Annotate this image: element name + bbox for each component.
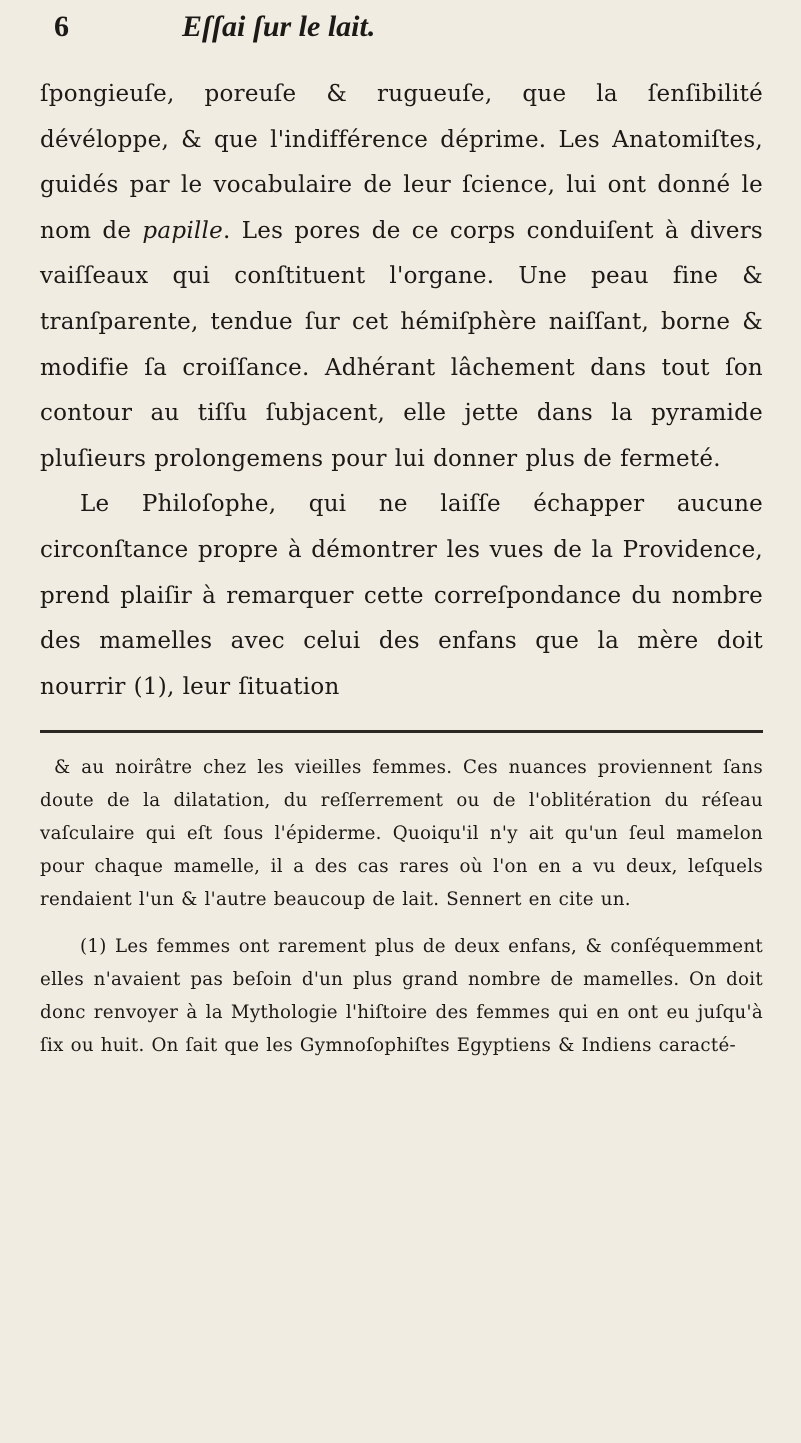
footnotes — [40, 751, 763, 1062]
page-number: 6 — [54, 10, 69, 43]
main-text — [40, 72, 763, 710]
paragraph — [40, 72, 763, 482]
footnote: (1) Les femmes ont rarement plus de deux enfans, & conſéquemment elles n'avaient pas beſoin d'un plus grand nombre de mamelles. On doit donc renvoyer à la Mythologie l'hiſtoire des femmes qui en ont eu juſqu'à ſix ou huit. On ſait que les Gymnoſophiſtes Egyptiens & Indiens caracté- — [40, 936, 763, 1057]
footnote-rule — [40, 730, 763, 733]
italic-term: papille — [142, 217, 223, 244]
paragraph-text: ſpongieuſe, poreuſe & rugueuſe, que la ſenſibilité dévéloppe, & que l'indifférence déprime. Les Anatomiſtes, guidés par le vocabulaire de leur ſcience, lui ont donné le nom de — [40, 81, 763, 244]
footnote-continuation: & au noirâtre chez les vieilles femmes. Ces nuances proviennent ſans doute de la dilatation, du reſſerrement ou de l'oblitération du réſeau vaſculaire qui eſt ſous l'épiderme. Quoiqu'il n'y ait qu'un ſeul mamelon pour chaque mamelle, il a des cas rares où l'on en a vu deux, leſquels rendaient l'un & l'autre beaucoup de lait. Sennert en cite un. — [40, 757, 763, 911]
running-head — [40, 10, 763, 72]
running-title: Eſſai ſur le lait. — [182, 10, 376, 43]
paragraph: Le Philoſophe, qui ne laiſſe échapper aucune circonſtance propre à démontrer les vues de la Providence, prend plaiſir à remarquer cette correſpondance du nombre des mamelles avec celui des enfans que la mère doit nourrir (1), leur ſituation — [40, 491, 763, 700]
paragraph-text: . Les pores de ce corps conduiſent à divers vaiſſeaux qui conſtituent l'organe. Une peau fine & tranſparente, tendue ſur cet hémiſphère naiſſant, borne & modifie ſa croiſſance. Adhérant lâchement dans tout ſon contour au tiſſu ſubjacent, elle jette dans la pyramide pluſieurs prolongemens pour lui donner plus de fermeté. — [40, 217, 763, 472]
